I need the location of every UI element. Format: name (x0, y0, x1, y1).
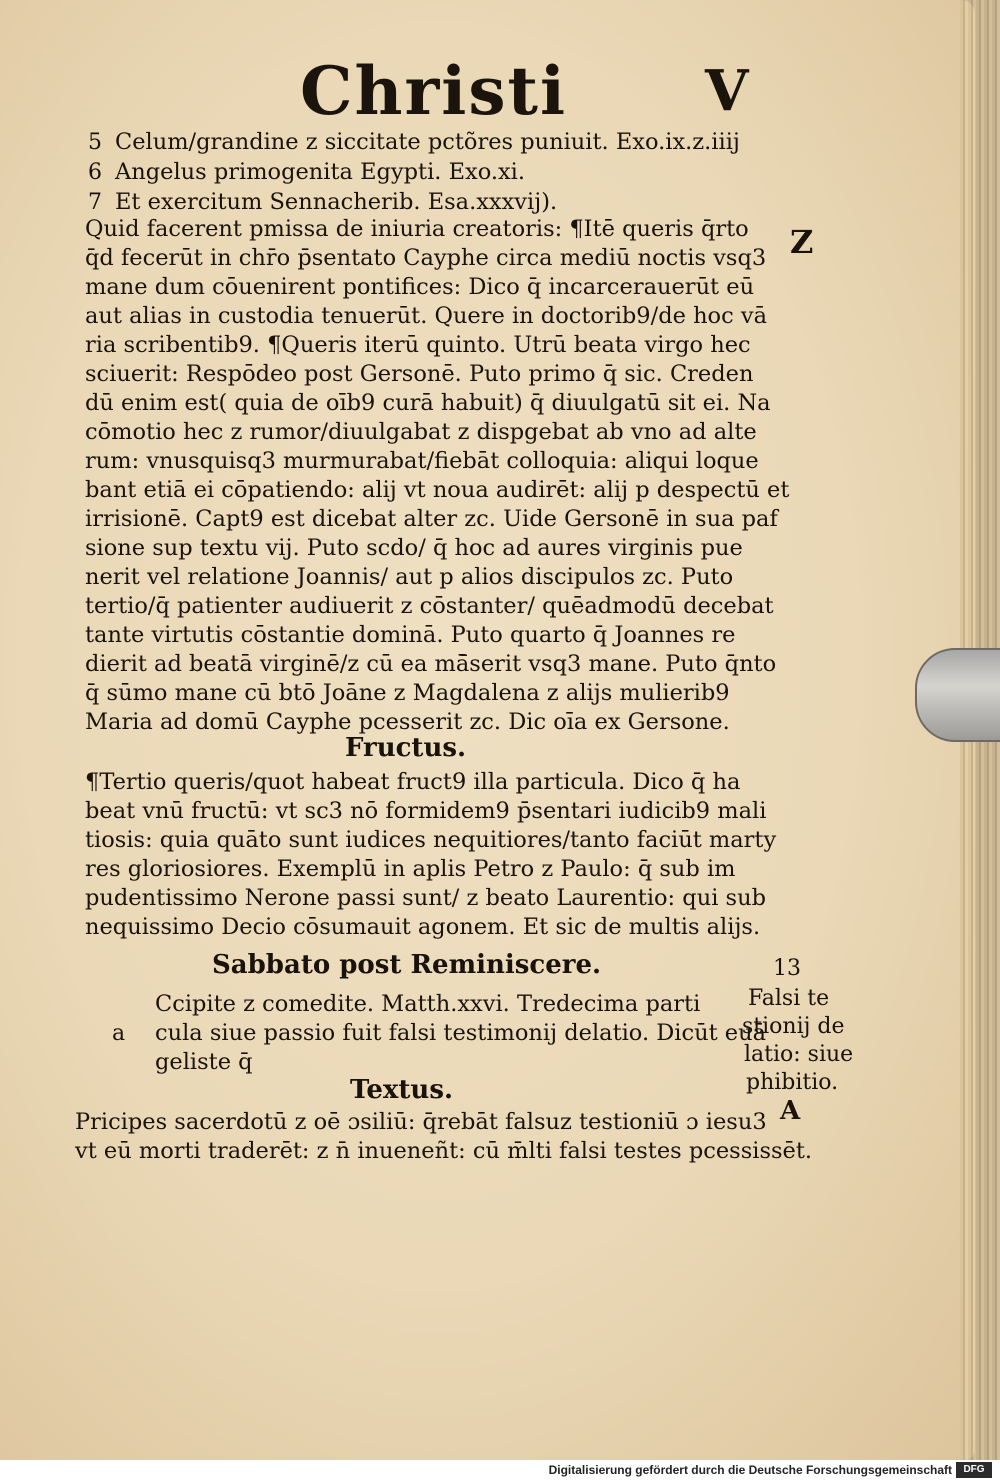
text-line: sciuerit: Respōdeo post Gersonē. Puto primo q̄ sic. Creden (85, 361, 754, 387)
text-line: Maria ad domū Cayphe pcesserit zc. Dic oīa ex Gersone. (85, 709, 730, 735)
text-line: nerit vel relatione Joannis/ aut p alios discipulos zc. Puto (85, 564, 734, 590)
text-line: cōmotio hec z rumor/diuulgabat z dispgebat ab vno ad alte (85, 419, 757, 445)
text-line: tante virtutis cōstantie dominā. Puto quarto q̄ Joannes re (85, 622, 736, 648)
numbered-line: Celum/grandine z siccitate pctõres puniuit. Exo.ix.z.iiij (115, 129, 740, 155)
marginal-note-line: Falsi te (748, 986, 830, 1011)
text-line: aut alias in custodia tenuerūt. Quere in doctorib9/de hoc vā (85, 303, 767, 329)
footer-credit: Digitalisierung gefördert durch die Deutsche Forschungsgemeinschaft (548, 1463, 952, 1477)
text-line: nequissimo Decio cōsumauit agonem. Et sic de multis alijs. (85, 914, 761, 940)
text-line: rum: vnusquisq3 murmurabat/fiebāt colloquia: aliqui loque (85, 448, 759, 474)
text-line: ¶Tertio queris/quot habeat fruct9 illa particula. Dico q̄ ha (85, 769, 741, 795)
text-line: tertio/q̄ patienter audiuerit z cōstanter/ quēadmodū decebat (85, 593, 774, 619)
text-line: dū enim est( quia de oīb9 curā habuit) q̄ diuulgatū sit ei. Na (85, 390, 771, 416)
folio-number: V (705, 58, 749, 124)
section-heading-textus: Textus. (350, 1075, 454, 1105)
text-line: geliste q̄ (155, 1049, 253, 1075)
metal-clasp (915, 648, 1000, 742)
line-number: 5 (88, 130, 102, 155)
text-line: ria scribentib9. ¶Queris iterū quinto. Utrū beata virgo hec (85, 332, 751, 358)
text-line: beat vnū fructū: vt sc3 nō formidem9 p̄sentari iudicib9 mali (85, 798, 767, 824)
numbered-line: Angelus primogenita Egypti. Exo.xi. (115, 159, 526, 185)
marginal-note-line: A (780, 1096, 801, 1126)
marginal-note-line: stionij de (742, 1014, 845, 1039)
text-line: tiosis: quia quāto sunt iudices nequitiores/tanto faciūt marty (85, 827, 777, 853)
text-line: Pricipes sacerdotū z oē ɔsiliū: q̄rebāt falsuz testioniū ɔ iesu3 (75, 1109, 767, 1135)
text-line: cula siue passio fuit falsi testimonij delatio. Dicūt euā (155, 1020, 767, 1046)
section-number: 13 (773, 956, 801, 981)
text-line: Ccipite z comedite. Matth.xxvi. Tredecima parti (155, 991, 701, 1017)
text-line: sione sup textu vij. Puto scdo/ q̄ hoc ad aures virginis pue (85, 535, 743, 561)
line-number: 7 (88, 190, 102, 215)
text-line: dierit ad beatā virginē/z cū ea mā̄serit vsq3 mane. Puto q̄nto (85, 651, 777, 677)
section-heading-sabbato: Sabbato post Reminiscere. (212, 950, 602, 980)
text-line: vt eū morti traderēt: z n̄ inueneñt: cū m̄lti falsi testes pcessissēt. (75, 1138, 813, 1164)
marginal-note-line: latio: siue (744, 1042, 854, 1067)
text-line: mane dum cōuenirent pontifices: Dico q̄ incarcerauerūt eū (85, 274, 755, 300)
marginal-marker: a (112, 1021, 126, 1046)
text-line: res gloriosiores. Exemplū in aplis Petro z Paulo: q̄ sub im (85, 856, 736, 882)
numbered-line: Et exercitum Sennacherib. Esa.xxxvij). (115, 189, 558, 215)
line-number: 6 (88, 160, 102, 185)
text-line: irrisionē. Capt9 est dicebat alter zc. Uide Gersonē in sua paf (85, 506, 778, 532)
dfg-logo: DFG (956, 1462, 992, 1478)
section-heading-fructus: Fructus. (345, 733, 467, 763)
text-line: q̄d fecerūt in chr̄o p̄sentato Cayphe circa mediū noctis vsq3 (85, 245, 767, 271)
marginal-note-line: phibitio. (746, 1070, 839, 1095)
running-title: Christi (300, 52, 568, 130)
text-line: Quid facerent pmissa de iniuria creatoris: ¶Itē queris q̄rto (85, 216, 749, 242)
margin-letter: Z (790, 223, 814, 261)
text-line: pudentissimo Nerone passi sunt/ z beato Laurentio: qui sub (85, 885, 766, 911)
text-line: q̄ sūmo mane cū btō Joāne z Magdalena z alijs mulierib9 (85, 680, 730, 706)
text-line: bant etiā ei cōpatiendo: alij vt noua audirēt: alij p despectū et (85, 477, 790, 503)
